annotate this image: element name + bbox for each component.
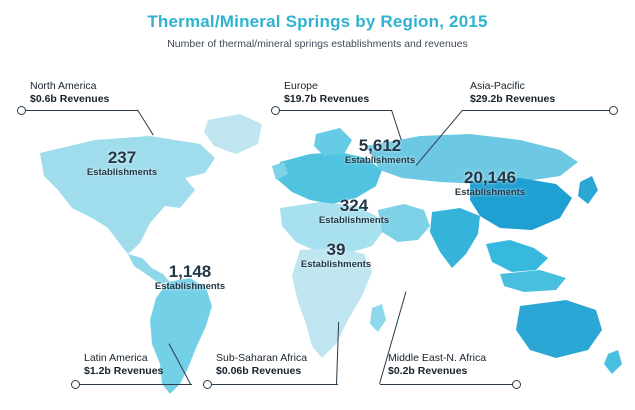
caption-north-america: Establishments xyxy=(86,167,158,178)
callout-region-europe: Europe xyxy=(284,80,318,92)
callout-rule-asia-pacific xyxy=(462,110,610,111)
callout-revenue-europe: $19.7b Revenues xyxy=(284,93,370,105)
callout-region-north-america: North America xyxy=(30,80,97,92)
value-latin-america: 1,148 xyxy=(168,262,212,281)
caption-europe: Establishments xyxy=(344,155,416,166)
land-indonesia xyxy=(500,270,566,292)
land-new-zealand xyxy=(604,350,622,374)
callout-asia-pacific xyxy=(470,80,555,106)
value-europe: 5,612 xyxy=(358,136,402,155)
land-madagascar xyxy=(370,304,386,332)
callout-rule-latin-america xyxy=(76,384,192,385)
callout-revenue-middle-east-north-africa: $0.2b Revenues xyxy=(388,365,468,377)
datalabel-asia-pacific xyxy=(424,168,556,198)
callout-dot-middle-east-north-africa xyxy=(512,380,521,389)
value-sub-saharan-africa: 39 xyxy=(326,240,346,259)
callout-dot-latin-america xyxy=(71,380,80,389)
datalabel-latin-america xyxy=(130,262,250,292)
callout-region-latin-america: Latin America xyxy=(84,352,148,364)
callout-region-middle-east-north-africa: Middle East-N. Africa xyxy=(388,352,487,364)
callout-north-america xyxy=(30,80,109,106)
caption-sub-saharan-africa: Establishments xyxy=(300,259,372,270)
callout-rule-sub-saharan-africa xyxy=(208,384,338,385)
land-southeast-asia xyxy=(486,240,548,272)
land-greenland xyxy=(204,114,262,154)
callout-latin-america xyxy=(84,352,163,378)
datalabel-sub-saharan-africa xyxy=(276,240,396,270)
callout-region-asia-pacific: Asia-Pacific xyxy=(470,80,525,92)
callout-rule-middle-east-north-africa xyxy=(380,384,514,385)
callout-rule-north-america xyxy=(22,110,138,111)
callout-dot-asia-pacific xyxy=(609,106,618,115)
callout-region-sub-saharan-africa: Sub-Saharan Africa xyxy=(216,352,308,364)
value-middle-east-north-africa: 324 xyxy=(339,196,369,215)
land-south-asia xyxy=(430,208,480,268)
caption-asia-pacific: Establishments xyxy=(454,187,526,198)
callout-revenue-north-america: $0.6b Revenues xyxy=(30,93,110,105)
datalabel-middle-east-north-africa xyxy=(294,196,414,226)
land-japan xyxy=(578,176,598,204)
datalabel-europe xyxy=(320,136,440,166)
datalabel-north-america xyxy=(62,148,182,178)
callout-rule-europe xyxy=(276,110,392,111)
callout-europe xyxy=(284,80,369,106)
page-title: Thermal/Mineral Springs by Region, 2015 xyxy=(147,12,488,31)
callout-revenue-asia-pacific: $29.2b Revenues xyxy=(470,93,556,105)
value-north-america: 237 xyxy=(107,148,137,167)
callout-revenue-latin-america: $1.2b Revenues xyxy=(84,365,164,377)
page-subtitle: Number of thermal/mineral springs establishments and revenues xyxy=(167,38,468,50)
callout-dot-north-america xyxy=(17,106,26,115)
caption-middle-east-north-africa: Establishments xyxy=(318,215,390,226)
value-asia-pacific: 20,146 xyxy=(464,168,516,187)
callout-sub-saharan-africa xyxy=(216,352,307,378)
callout-revenue-sub-saharan-africa: $0.06b Revenues xyxy=(216,365,302,377)
caption-latin-america: Establishments xyxy=(154,281,226,292)
callout-middle-east-north-africa xyxy=(388,352,486,378)
callout-dot-sub-saharan-africa xyxy=(203,380,212,389)
land-australia xyxy=(516,300,602,358)
callout-dot-europe xyxy=(271,106,280,115)
